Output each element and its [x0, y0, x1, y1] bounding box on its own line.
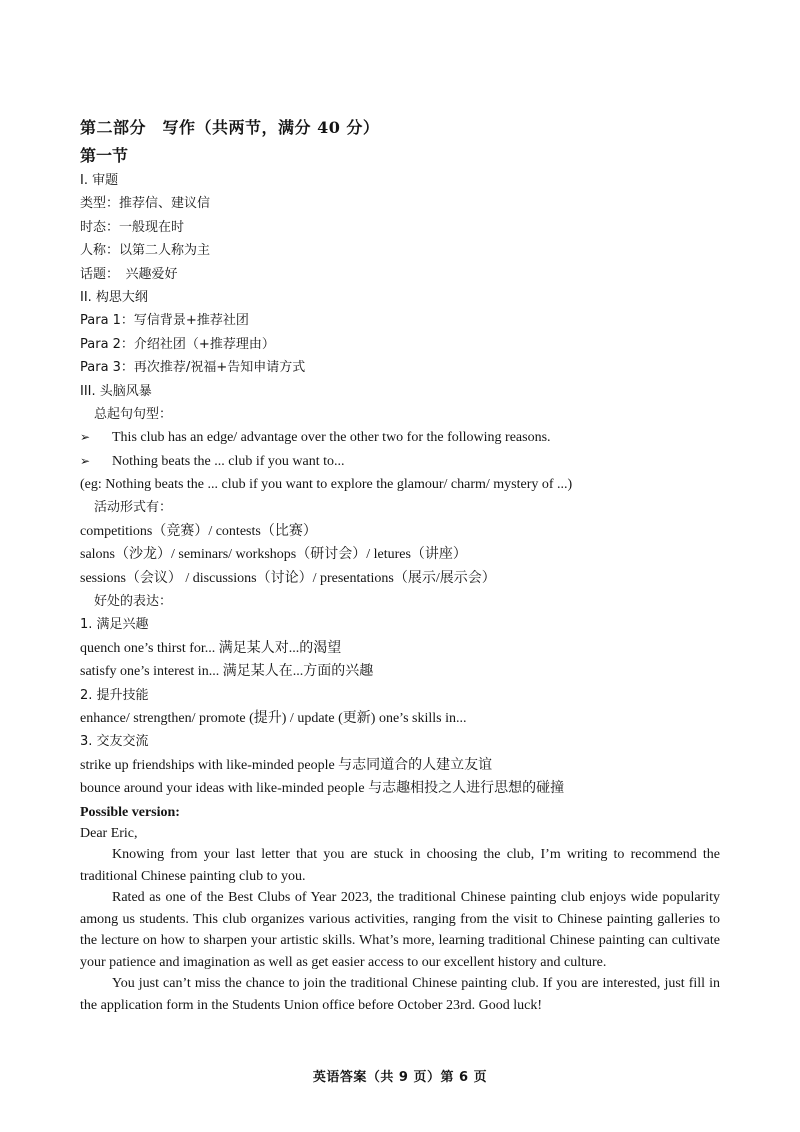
- para3-outline: Para 3：再次推荐/祝福+告知申请方式: [80, 360, 306, 376]
- benefit1-heading: 1. 满足兴趣: [80, 617, 149, 633]
- structure-heading: II. 构思大纲: [80, 289, 148, 305]
- possible-version-heading: Possible version:: [80, 804, 180, 820]
- activity-form-line: competitions（竞赛）/ contests（比赛）: [80, 523, 317, 539]
- activity-form-line: sessions（会议） / discussions（讨论）/ presentations（展示/展示会）: [80, 570, 496, 586]
- answer-page: [80, 116, 720, 1016]
- benefits-heading: 好处的表达：: [94, 594, 173, 610]
- letter-paragraph: Rated as one of the Best Clubs of Year 2023, the traditional Chinese painting club enjoys wide popularity among us students. This club organizes various activities, ranging from the visit to Chinese painting galleries to the lecture on how to sharpen your artistic skills. What’s more, learning traditional Chinese painting can cultivate your patience and imagination as well as get easier access to our excellent history and culture.: [80, 890, 720, 970]
- person: 人称：以第二人称为主: [80, 243, 211, 259]
- general-patterns-heading: 总起句句型：: [94, 406, 173, 422]
- section-title: 第一节: [80, 146, 129, 165]
- topic: 话题： 兴趣爱好: [80, 266, 178, 282]
- letter-paragraph: Knowing from your last letter that you are stuck in choosing the club, I’m writing to recommend the traditional Chinese painting club to you.: [80, 847, 720, 884]
- sample-letter: [80, 823, 720, 1017]
- bullet-item: [80, 426, 720, 449]
- brainstorm-heading: III. 头脑风暴: [80, 383, 152, 399]
- benefit2-heading: 2. 提升技能: [80, 687, 149, 703]
- benefit-expression: bounce around your ideas with like-minded people 与志趣相投之人进行思想的碰撞: [80, 781, 565, 797]
- para2-outline: Para 2：介绍社团（+推荐理由）: [80, 336, 275, 352]
- page-footer: 英语答案（共 9 页）第 6 页: [312, 1070, 488, 1085]
- activity-forms-heading: 活动形式有：: [94, 500, 173, 516]
- benefit-expression: quench one’s thirst for... 满足某人对...的渴望: [80, 640, 342, 656]
- tense: 时态：一般现在时: [80, 219, 185, 235]
- benefit-expression: strike up friendships with like-minded people 与志同道合的人建立友谊: [80, 757, 493, 773]
- letter-type: 类型：推荐信、建议信: [80, 196, 211, 212]
- benefit-expression: satisfy one’s interest in... 满足某人在...方面的兴趣: [80, 664, 374, 680]
- letter-salutation: Dear Eric,: [80, 825, 138, 841]
- bullet-text: This club has an edge/ advantage over the other two for the following reasons.: [112, 430, 551, 446]
- part-title: 第二部分 写作（共两节，满分 40 分）: [80, 118, 380, 137]
- letter-paragraph: You just can’t miss the chance to join the traditional Chinese painting club. If you are interested, just fill in the application form in the Students Union office before October 23rd. Good luck!: [80, 976, 720, 1013]
- para1-outline: Para 1：写信背景+推荐社团: [80, 313, 249, 329]
- benefit-expression: enhance/ strengthen/ promote (提升) / update (更新) one’s skills in...: [80, 710, 467, 726]
- arrow-bullet-icon: ➢: [80, 453, 91, 468]
- bullet-item: [80, 450, 720, 473]
- example-sentence: (eg: Nothing beats the ... club if you want to explore the glamour/ charm/ mystery of ...): [80, 477, 573, 493]
- arrow-bullet-icon: ➢: [80, 430, 91, 445]
- review-heading: I. 审题: [80, 173, 119, 188]
- bullet-text: Nothing beats the ... club if you want to...: [112, 453, 345, 469]
- benefit3-heading: 3. 交友交流: [80, 734, 149, 750]
- activity-form-line: salons（沙龙）/ seminars/ workshops（研讨会）/ letures（讲座）: [80, 547, 467, 563]
